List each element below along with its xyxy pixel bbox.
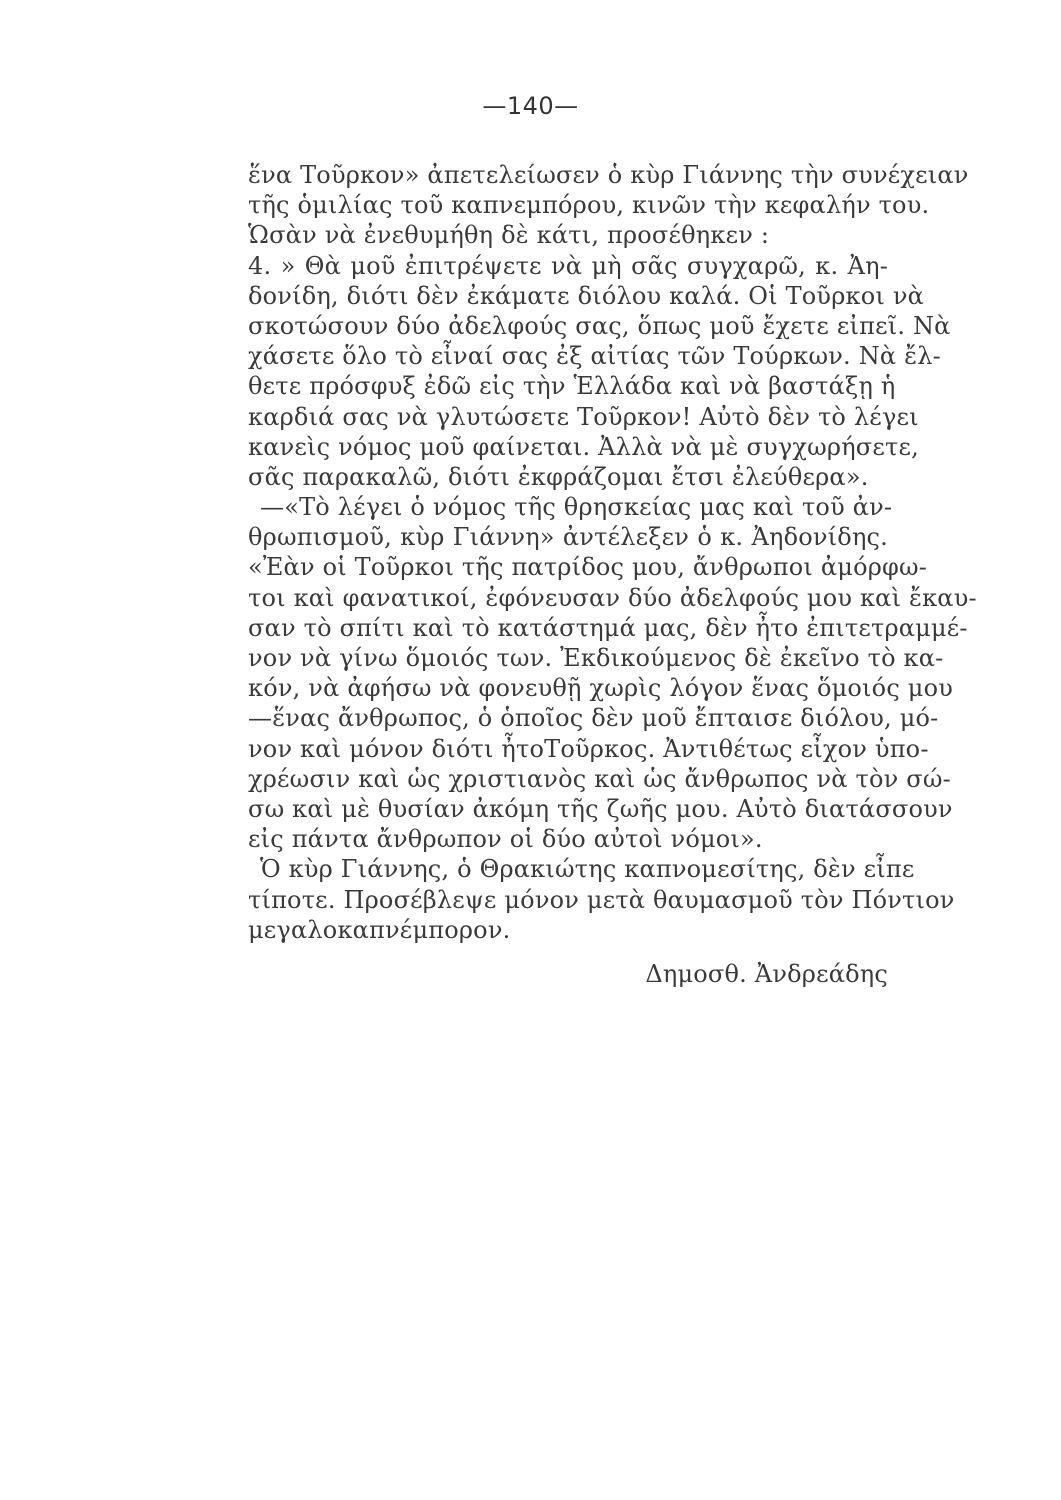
text-line: Ὁ κὺρ Γιάννης, ὁ Θρακιώτης καπνομεσίτης, δὲν εἶπε <box>260 855 915 884</box>
author-signature: Δημοσθ. Ἀνδρεάδης <box>645 959 888 988</box>
text-line: νον νὰ γίνω ὅμοιός των. Ἐκδικούμενος δὲ ἐκεῖνο τὸ κα- <box>248 644 944 672</box>
text-line: —«Τὸ λέγει ὁ νόμος τῆς θρησκείας μας καὶ τοῦ ἀν- <box>260 493 893 522</box>
text-line: 4. » Θὰ μοῦ ἐπιτρέψετε νὰ μὴ σᾶς συγχαρῶ, κ. Ἀη- <box>248 251 888 280</box>
text-line: —ἕνας ἄνθρωπος, ὁ ὁποῖος δὲν μοῦ ἔπταισε διόλου, μό- <box>248 704 939 733</box>
text-line: σᾶς παρακαλῶ, διότι ἐκφράζομαι ἔτσι ἐλεύθερα». <box>248 462 869 491</box>
text-line: σκοτώσουν δύο ἀδελφούς σας, ὅπως μοῦ ἔχετε εἰπεῖ. Νὰ <box>248 311 951 340</box>
text-line: κόν, νὰ ἀφήσω νὰ φονευθῇ χωρὶς λόγον ἕνας ὅμοιός μου <box>248 674 954 703</box>
text-line: χάσετε ὅλο τὸ εἶναί σας ἐξ αἰτίας τῶν Τούρκων. Νὰ ἔλ- <box>248 342 941 371</box>
text-line: σω καὶ μὲ θυσίαν ἀκόμη τῆς ζωῆς μου. Αὐτὸ διατάσσουν <box>248 794 953 823</box>
text-line: δονίδη, διότι δὲν ἐκάματε διόλου καλά. Οἱ Τοῦρκοι νὰ <box>248 281 925 310</box>
text-line: καρδιά σας νὰ γλυτώσετε Τοῦρκον! Αὐτὸ δὲν τὸ λέγει <box>248 402 919 431</box>
text-line: θετε πρόσφυξ ἐδῶ εἰς τὴν Ἑλλάδα καὶ νὰ βαστάξῃ ἡ <box>248 372 896 401</box>
text-line: κανεὶς νόμος μοῦ φαίνεται. Ἀλλὰ νὰ μὲ συγχωρήσετε, <box>248 432 919 461</box>
text-line: Ὡσὰν νὰ ἐνεθυμήθη δὲ κάτι, προσέθηκεν : <box>248 221 770 250</box>
text-line: «Ἐὰν οἱ Τοῦρκοι τῆς πατρίδος μου, ἄνθρωποι ἀμόρφω- <box>248 553 928 582</box>
text-line: νον καὶ μόνον διότι ἦτοΤοῦρκος. Ἀντιθέτως εἶχον ὑπο- <box>248 734 929 763</box>
text-line: χρέωσιν καὶ ὡς χριστιανὸς καὶ ὡς ἄνθρωπος νὰ τὸν σώ- <box>248 764 951 793</box>
text-line: εἰς πάντα ἄνθρωπον οἱ δύο αὐτοὶ νόμοι». <box>248 825 763 854</box>
text-line: τῆς ὁμιλίας τοῦ καπνεμπόρου, κινῶν τὴν κεφαλήν του. <box>248 191 930 220</box>
text-line: μεγαλοκαπνέμπορον. <box>248 915 511 944</box>
text-line: θρωπισμοῦ, κὺρ Γιάννη» ἀντέλεξεν ὁ κ. Ἀηδονίδης. <box>248 523 888 552</box>
page-number: —140— <box>482 92 579 120</box>
text-line: τίποτε. Προσέβλεψε μόνον μετὰ θαυμασμοῦ τὸν Πόντιον <box>248 885 955 914</box>
text-line: ἕνα Τοῦρκον» ἀπετελείωσεν ὁ κὺρ Γιάννης τὴν συνέχειαν <box>248 161 969 189</box>
body-text <box>248 160 977 989</box>
text-line: σαν τὸ σπίτι καὶ τὸ κατάστημά μας, δὲν ἦτο ἐπιτετραμμέ- <box>248 613 968 642</box>
text-line: τοι καὶ φανατικοί, ἐφόνευσαν δύο ἀδελφούς μου καὶ ἔκαυ- <box>248 583 977 612</box>
